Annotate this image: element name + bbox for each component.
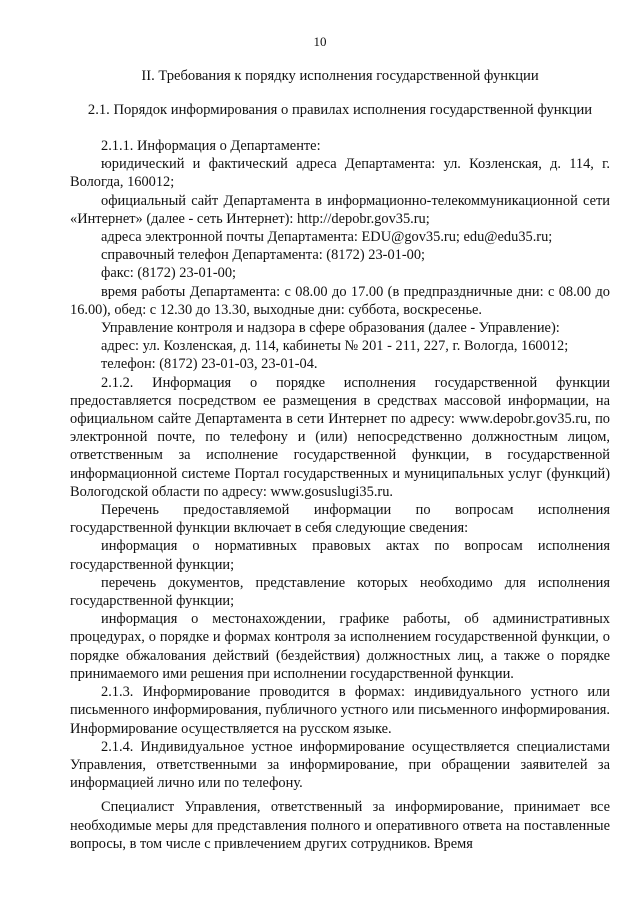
paragraph-info-legal-acts: информация о нормативных правовых актах по вопросам исполнения государственной функции; <box>70 538 610 573</box>
paragraph-address: юридический и фактический адреса Департамента: ул. Козленская, д. 114, г. Вологда, 160012; <box>70 156 610 191</box>
paragraph-phone: справочный телефон Департамента: (8172) 23-01-00; <box>101 247 426 264</box>
paragraph-work-hours: время работы Департамента: с 08.00 до 17.00 (в предпраздничные дни: с 08.00 до 16.00), обед: с 12.30 до 13.30, выходные дни: суббота, воскресенье. <box>70 283 610 318</box>
subsection-title: 2.1. Порядок информирования о правилах исполнения государственной функции <box>87 102 593 118</box>
paragraph-control-office: Управление контроля и надзора в сфере образования (далее - Управление): <box>101 320 560 337</box>
paragraph-fax: факс: (8172) 23-01-00; <box>101 265 237 282</box>
body-text <box>70 137 610 853</box>
paragraph-info-list: Перечень предоставляемой информации по вопросам исполнения государственной функции включает в себя следующие сведения: <box>70 502 610 537</box>
paragraph-website: официальный сайт Департамента в информационно-телекоммуникационной сети «Интернет» (далее - сеть Интернет): http://depobr.gov35.ru; <box>70 192 610 227</box>
paragraph-office-address: адрес: ул. Козленская, д. 114, кабинеты № 201 - 211, 227, г. Вологда, 160012; <box>101 338 569 355</box>
paragraph-office-phone: телефон: (8172) 23-01-03, 23-01-04. <box>101 356 318 373</box>
paragraph-2-1-4: 2.1.4. Индивидуальное устное информирование осуществляется специалистами Управления, ответственными за информирование, при обращении заявителей за информацией лично или по телефону. <box>70 738 610 792</box>
section-title: II. Требования к порядку исполнения государственной функции <box>141 68 539 84</box>
paragraph-2-1-3: 2.1.3. Информирование проводится в формах: индивидуального устного или письменного информирования, публичного устного или письменного информирования. Информирование осуществляется на русском языке. <box>70 684 610 737</box>
paragraph-email: адреса электронной почты Департамента: EDU@gov35.ru; edu@edu35.ru; <box>101 229 553 246</box>
paragraph-info-location: информация о местонахождении, графике работы, об административных процедурах, о порядке и формах контроля за исполнением государственной функции, о порядке обжалования действий (бездействия) должностных лиц, а также о порядке принимаемого ими решения при исполнении государственной функции. <box>70 611 610 682</box>
paragraph-2-1-2: 2.1.2. Информация о порядке исполнения государственной функции предоставляется посредством ее размещения в средствах массовой информации, на официальном сайте Департамента в сети Интернет по адресу: www.depobr.gov35.ru, по электронной почте, по телефону и (или) непосредственно должностным лицом, ответственным за исполнение государственной функции, в государственной информационной системе Портал государственных и муниципальных услуг (функций) Вологодской области по адресу: www.gosuslugi35.ru. <box>70 374 610 500</box>
paragraph-specialist: Специалист Управления, ответственный за информирование, принимает все необходимые меры для представления полного и оперативного ответа на поставленные вопросы, в том числе с привлечением других сотрудников. Время <box>70 799 610 852</box>
paragraph-info-documents: перечень документов, представление которых необходимо для исполнения государственной функции; <box>70 574 610 610</box>
paragraph-2-1-1: 2.1.1. Информация о Департаменте: <box>101 138 321 154</box>
page-number: 10 <box>313 34 327 49</box>
